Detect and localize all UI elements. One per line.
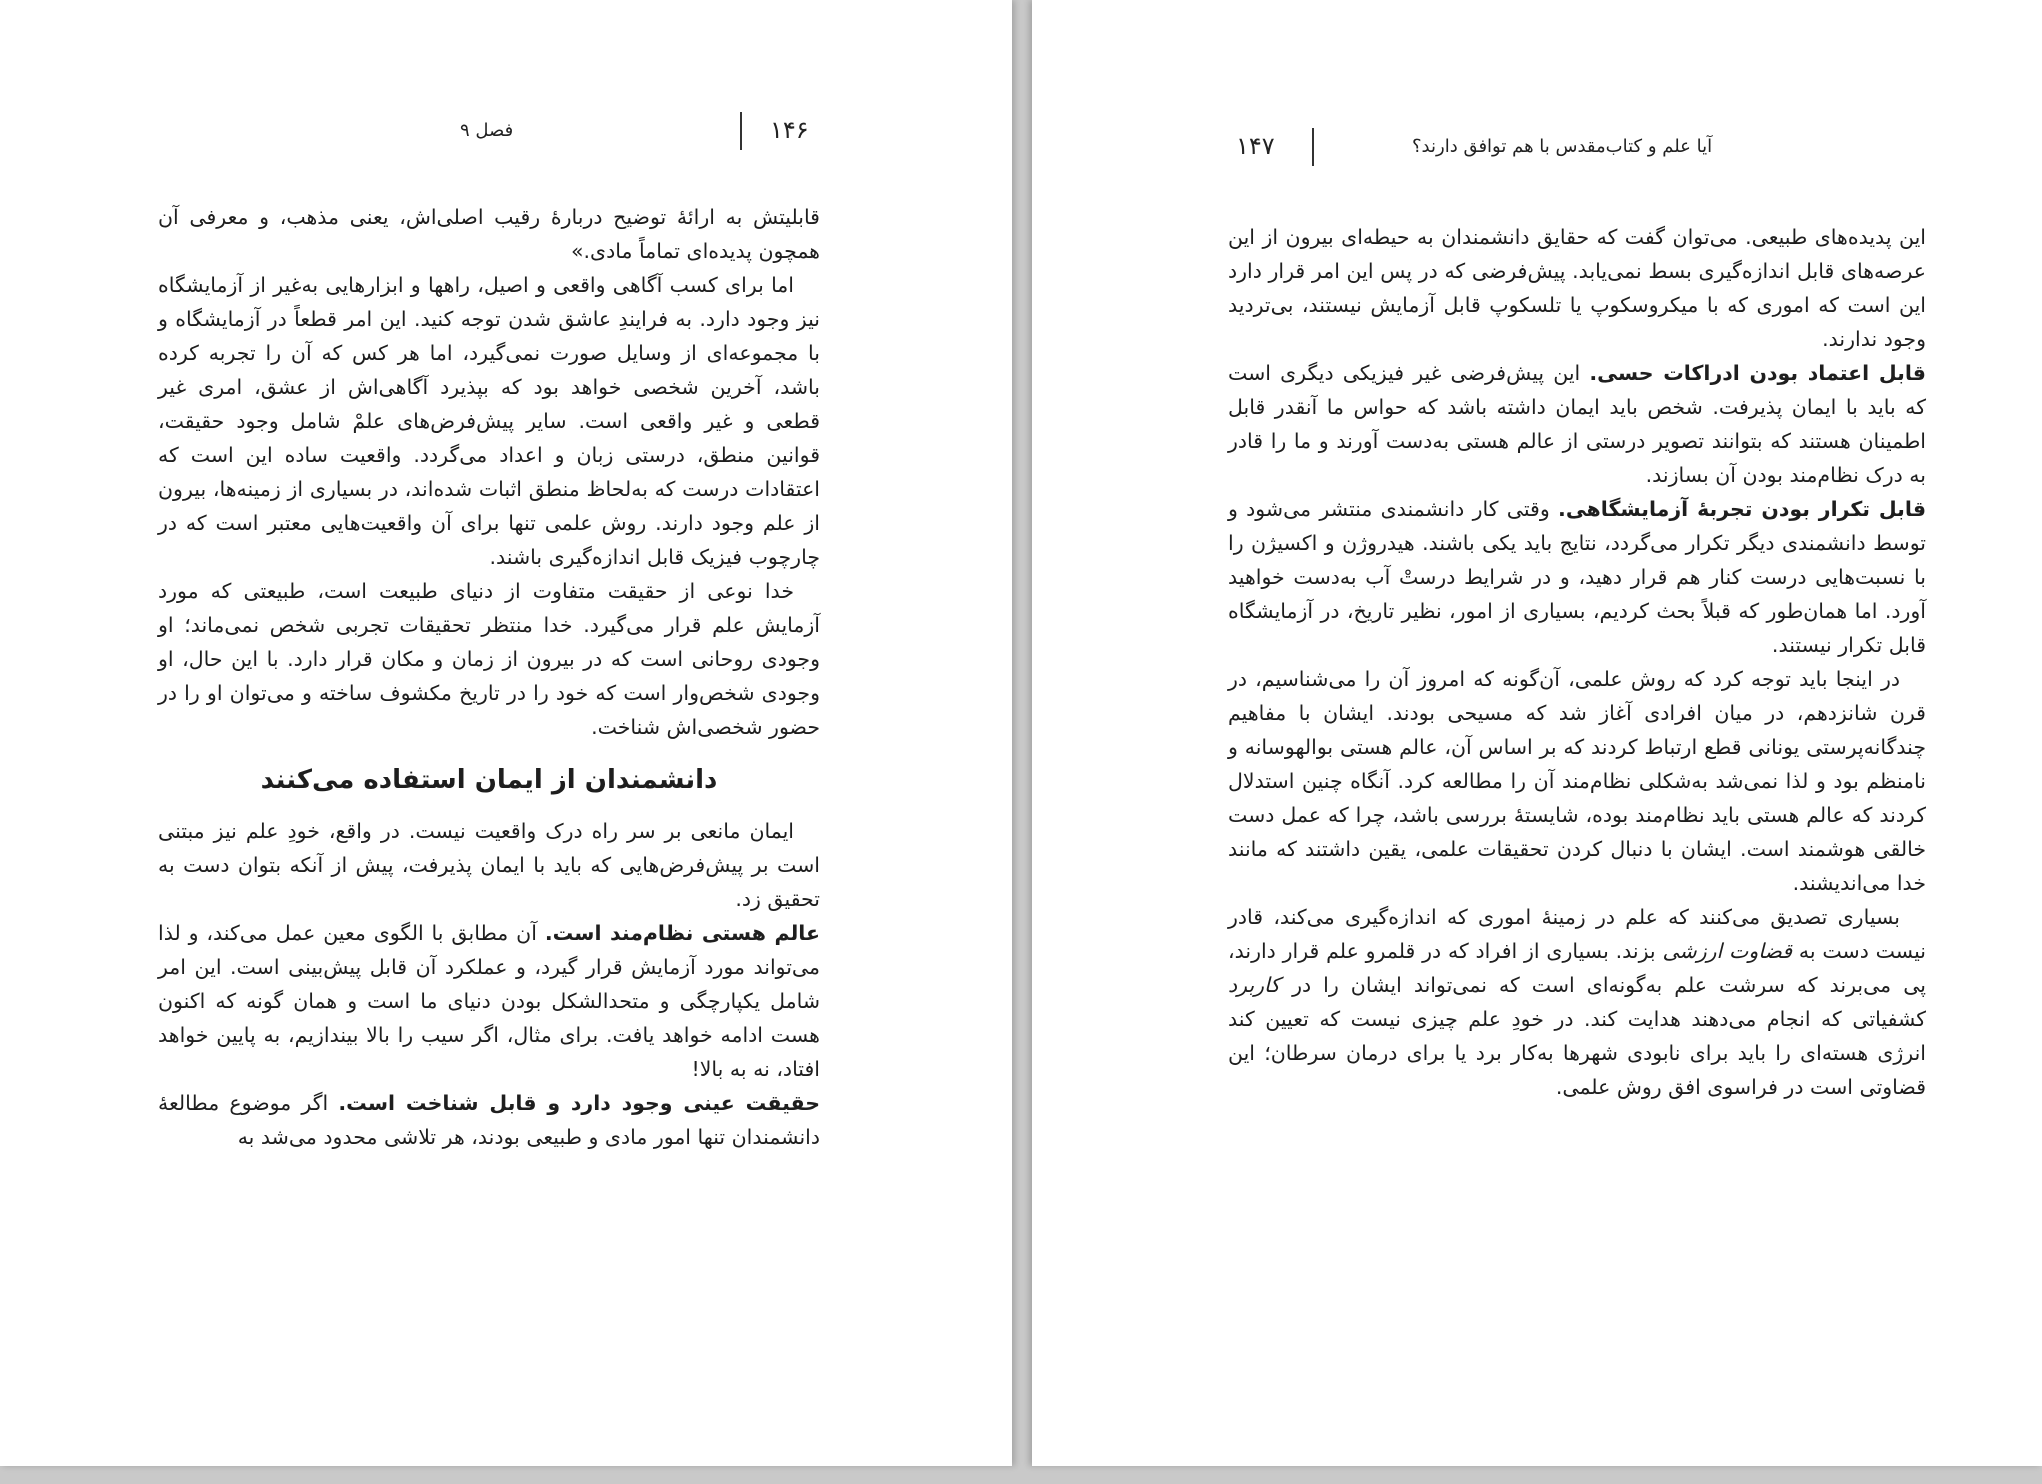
- header-divider: [740, 112, 742, 150]
- paragraph: [1228, 356, 1926, 492]
- paragraph: اما برای کسب آگاهی واقعی و اصیل، راهها و ابزارهایی به‌غیر از آزمایشگاه نیز وجود دارد. به فرایندِ عاشق شدن توجه کنید. این امر قطعاً در آزمایشگاه و با مجموعه‌ای از وسایل صورت نمی‌گیرد، اما هر کس که آن را تجربه کرده باشد، آخرین شخصی خواهد بود که بپذیرد آگاهی‌اش از عشق، امری غیر قطعی و غیر واقعی است. سایر پیش‌فرض‌های علمْ شامل وجود حقیقت، قوانین منطق، درستی زبان و اعداد می‌گردد. واقعیت ساده این است که اعتقادات درست که به‌لحاظ منطق اثبات شده‌اند، در بسیاری از زمینه‌ها، بیرون از علم وجود دارند. روش علمی تنها برای آن واقعیت‌هایی معتبر است که در چارچوب فیزیک قابل اندازه‌گیری باشند.: [158, 273, 820, 569]
- running-head: آیا علم و کتاب‌مقدس با هم توافق دارند؟: [1412, 136, 1713, 157]
- paragraph-text: بسیاری تصدیق می‌کنند که علم در زمینهٔ اموری که اندازه‌گیری می‌کند، قادر نیست دست به: [1228, 905, 1926, 963]
- left-page-body: [158, 200, 820, 1154]
- page-number: ۱۴۶: [770, 116, 809, 144]
- left-page: [0, 0, 1012, 1466]
- right-page: [1032, 0, 2042, 1466]
- right-page-header: [1032, 128, 2042, 168]
- paragraph-text: بزند. بسیاری از افراد که در قلمرو علم قرار دارند، پی می‌برند که سرشت علم به‌گونه‌ای است که نمی‌تواند ایشان را در: [1228, 939, 1926, 997]
- page-number: ۱۴۷: [1236, 132, 1275, 160]
- paragraph-text: اگر موضوع مطالعهٔ دانشمندان تنها امور مادی و طبیعی بودند، هر تلاشی محدود می‌شد به: [158, 1091, 820, 1149]
- paragraph: [158, 916, 820, 1086]
- paragraph: [1228, 492, 1926, 662]
- paragraph-lead: عالم هستی نظام‌مند است.: [544, 921, 820, 945]
- paragraph: قابلیتش به ارائهٔ توضیح دربارهٔ رقیب اصلی‌اش، یعنی مذهب، و معرفی آن همچون پدیده‌ای تماماً مادی.»: [158, 205, 820, 263]
- paragraph-lead: قابل تکرار بودن تجربهٔ آزمایشگاهی.: [1558, 497, 1926, 521]
- paragraph-text: این پیش‌فرضی غیر فیزیکی دیگری است که باید با ایمان پذیرفت. شخص باید ایمان داشته باشد که حواس ما آنقدر قابل اطمینان هستند که بتوانند تصویر درستی از عالم هستی به‌دست آورند و ما را قادر به درک نظام‌مند بودن آن بسازند.: [1228, 361, 1926, 487]
- paragraph-text: آن مطابق با الگوی معین عمل می‌کند، و لذا می‌تواند مورد آزمایش قرار گیرد، و عملکرد آن قابل پیش‌بینی است. این امر شامل یکپارچگی و متحدالشکل بودن دنیای ما است و همان گونه که اکنون هست ادامه خواهد یافت. برای مثال، اگر سیب را بالا بیندازیم، به پایین خواهد افتاد، نه به بالا!: [158, 921, 820, 1081]
- paragraph-lead: قابل اعتماد بودن ادراکات حسی.: [1589, 361, 1926, 385]
- paragraph: این پدیده‌های طبیعی. می‌توان گفت که حقایق دانشمندان به حیطه‌ای بیرون از این عرصه‌های قابل اندازه‌گیری بسط نمی‌یابد. پیش‌فرضی که در پس این امر قرار دارد این است که اموری که با میکروسکوپ یا تلسکوپ قابل آزمایش نیستند، بی‌تردید وجود ندارند.: [1228, 225, 1926, 351]
- paragraph: خدا نوعی از حقیقت متفاوت از دنیای طبیعت است، طبیعتی که مورد آزمایش علم قرار می‌گیرد. خدا منتظر تحقیقات تجربی شخص نمی‌ماند؛ او وجودی روحانی است که در بیرون از زمان و مکان قرار دارد. با این حال، او وجودی شخص‌وار است که خود را در تاریخ مکشوف ساخته و می‌توان او را در حضور شخصی‌اش شناخت.: [158, 579, 820, 739]
- emphasis: قضاوت ارزشی: [1662, 939, 1793, 963]
- left-page-header: [0, 112, 1012, 152]
- running-head: فصل ۹: [460, 120, 514, 141]
- paragraph: در اینجا باید توجه کرد که روش علمی، آن‌گونه که امروز آن را می‌شناسیم، در قرن شانزدهم، در میان افرادی آغاز شد که مسیحی بودند. ایشان با مفاهیم چندگانه‌پرستی یونانی قطع ارتباط کردند که بر اساس آن، عالم هستی بوالهوسانه و نامنظم بود و لذا نمی‌شد به‌شکلی نظام‌مند آن را مطالعه کرد. آنگاه چنین استدلال کردند که عالم هستی باید نظام‌مند بوده، شایستهٔ بررسی باشد، چرا که عمل دست خالقی هوشمند است. ایشان با دنبال کردن تحقیقات علمی، یقین داشتند که مانند خدا می‌اندیشند.: [1228, 667, 1926, 895]
- paragraph: [1228, 900, 1926, 1104]
- paragraph-text: کشفیاتی که انجام می‌دهند هدایت کند. در خودِ علم چیزی نیست که تعیین کند انرژی هسته‌ای را باید برای نابودی شهرها به‌کار برد یا برای درمان سرطان؛ این قضاوتی است در فراسوی افق روش علمی.: [1228, 1007, 1926, 1099]
- paragraph-lead: حقیقت عینی وجود دارد و قابل شناخت است.: [338, 1091, 820, 1115]
- paragraph: [158, 1086, 820, 1154]
- header-divider: [1312, 128, 1314, 166]
- paragraph-text: وقتی کار دانشمندی منتشر می‌شود و توسط دانشمندی دیگر تکرار می‌گردد، نتایج باید یکی باشند. هیدروژن و اکسیژن را با نسبت‌هایی درست کنار هم قرار دهید، و در شرایط درستْ آب به‌دست خواهید آورد. اما همان‌طور که قبلاً بحث کردیم، بسیاری از امور، نظیر تاریخ، در آزمایشگاه قابل تکرار نیستند.: [1228, 497, 1926, 657]
- paragraph: ایمان مانعی بر سر راه درک واقعیت نیست. در واقع، خودِ علم نیز مبتنی است بر پیش‌فرض‌هایی که باید با ایمان پذیرفت، پیش از آنکه بتوان دست به تحقیق زد.: [158, 819, 820, 911]
- emphasis: کاربرد: [1228, 973, 1281, 997]
- section-heading: دانشمندان از ایمان استفاده می‌کنند: [260, 765, 718, 795]
- right-page-body: [1228, 220, 1926, 1104]
